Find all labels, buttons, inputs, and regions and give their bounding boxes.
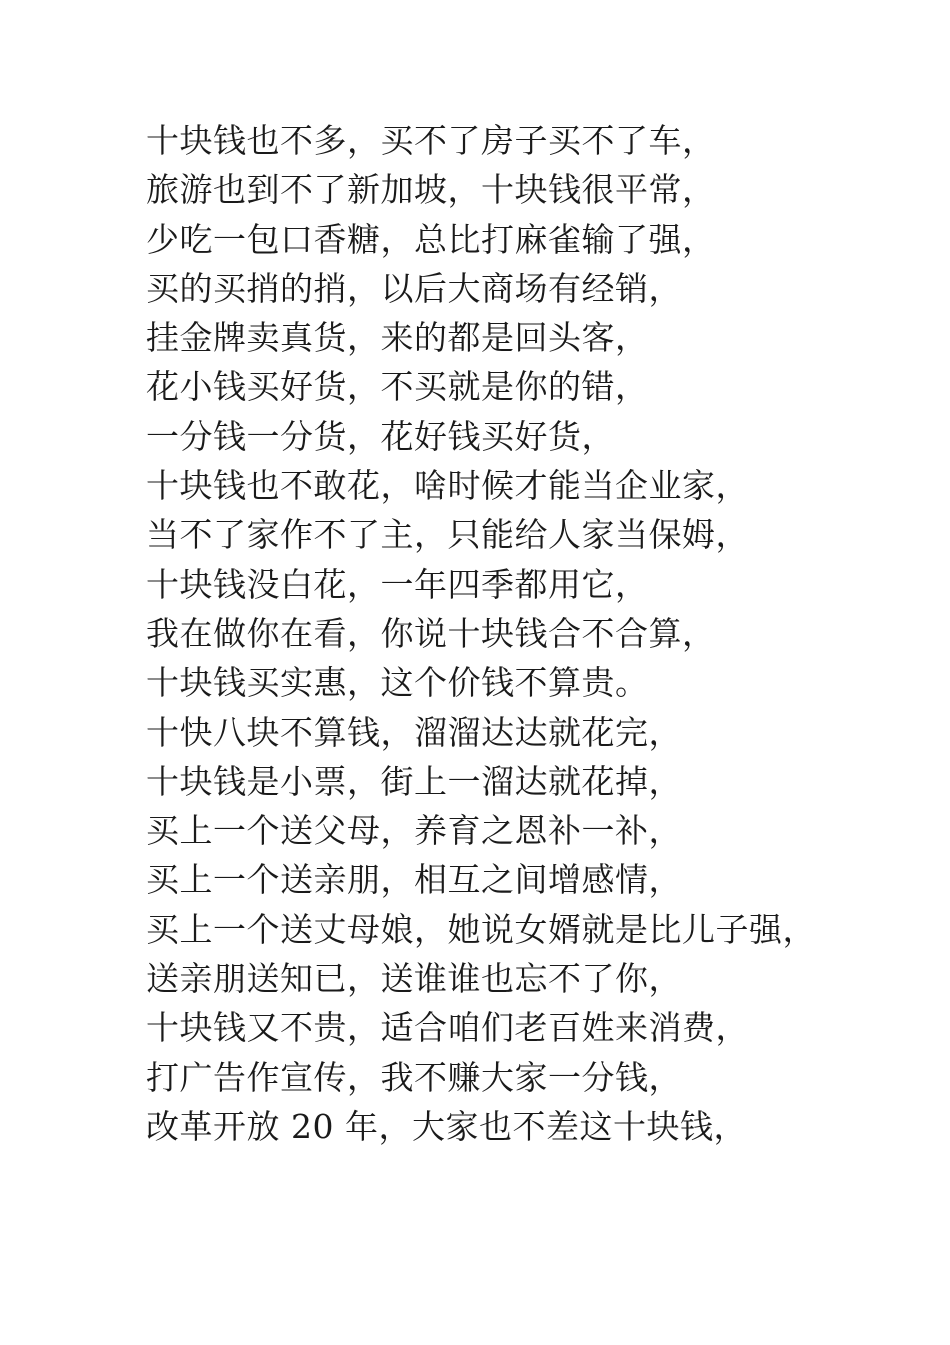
text-line-2: 旅游也到不了新加坡，十块钱很平常，: [146, 170, 716, 210]
text-line-19: 十块钱又不贵，适合咱们老百姓来消费，: [146, 1008, 749, 1048]
text-line-18: 送亲朋送知已，送谁谁也忘不了你，: [146, 959, 682, 999]
text-line-10: 十块钱没白花，一年四季都用它，: [146, 564, 649, 604]
text-line-14: 十块钱是小票，街上一溜达就花掉，: [146, 761, 682, 801]
text-line-13: 十快八块不算钱，溜溜达达就花完，: [146, 712, 682, 752]
text-line-17: 买上一个送丈母娘，她说女婿就是比儿子强，: [146, 909, 816, 949]
poem-text: [146, 116, 816, 1151]
text-line-4: 买的买捎的捎，以后大商场有经销，: [146, 268, 682, 308]
text-line-12: 十块钱买实惠，这个价钱不算贵。: [146, 663, 649, 703]
text-line-7: 一分钱一分货，花好钱买好货，: [146, 416, 615, 456]
text-line-5: 挂金牌卖真货，来的都是回头客，: [146, 318, 649, 358]
text-line-1: 十块钱也不多，买不了房子买不了车，: [146, 121, 716, 160]
text-line-3: 少吃一包口香糖，总比打麻雀输了强，: [146, 219, 716, 259]
text-line-11: 我在做你在看，你说十块钱合不合算，: [146, 613, 716, 653]
text-line-6: 花小钱买好货，不买就是你的错，: [146, 367, 649, 407]
text-line-8: 十块钱也不敢花，啥时候才能当企业家，: [146, 466, 749, 506]
text-line-9: 当不了家作不了主，只能给人家当保姆，: [146, 515, 749, 555]
text-line-15: 买上一个送父母，养育之恩补一补，: [146, 811, 682, 851]
text-line-21: 改革开放 20 年，大家也不差这十块钱，: [146, 1106, 747, 1146]
text-line-20: 打广告作宣传，我不赚大家一分钱，: [146, 1057, 682, 1097]
text-line-16: 买上一个送亲朋，相互之间增感情，: [146, 860, 682, 900]
